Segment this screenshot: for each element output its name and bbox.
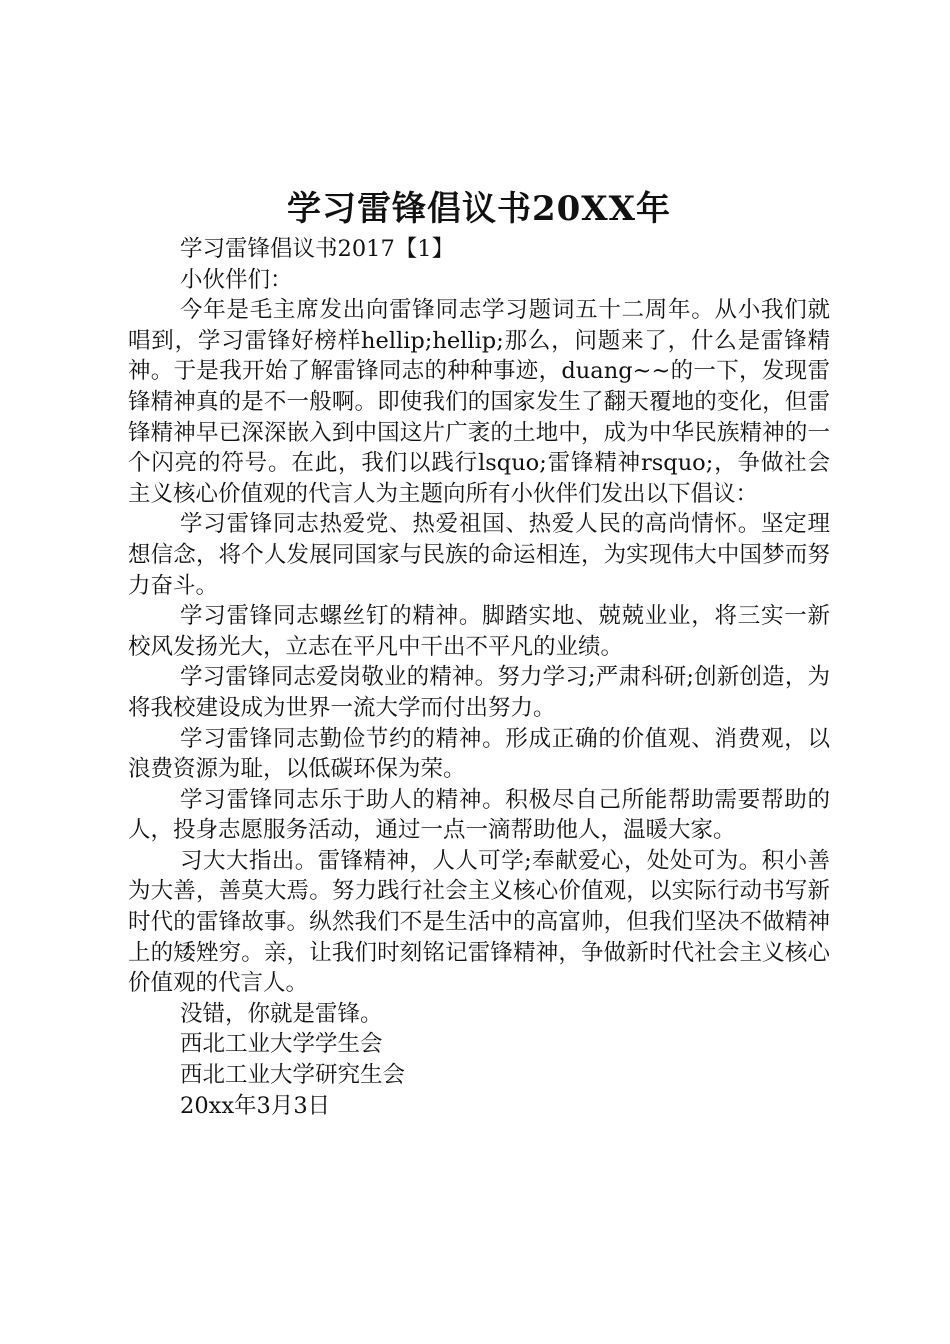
- paragraph-conclusion: 习大大指出。雷锋精神，人人可学;奉献爱心，处处可为。积小善为大善，善莫大焉。努力践行社会主义核心价值观，以实际行动书写新时代的雷锋故事。纵然我们不是生活中的高富帅，但我们坚决不做精神上的矮矬穷。亲，让我们时刻铭记雷锋精神，争做新时代社会主义核心价值观的代言人。: [128, 847, 830, 997]
- greeting: 小伙伴们：: [180, 266, 293, 293]
- paragraph-proposal-2: 学习雷锋同志螺丝钉的精神。脚踏实地、兢兢业业，将三实一新校风发扬光大，立志在平凡中干出不平凡的业绩。: [128, 603, 830, 660]
- signature-student-union: 西北工业大学学生会: [180, 1031, 383, 1058]
- document-date: 20xx年3月3日: [180, 1092, 331, 1119]
- paragraph-proposal-4: 学习雷锋同志勤俭节约的精神。形成正确的价值观、消费观，以浪费资源为耻，以低碳环保为荣。: [128, 725, 830, 783]
- signature-graduate-union: 西北工业大学研究生会: [180, 1062, 406, 1089]
- document-page: [128, 186, 830, 1121]
- closing-line: 没错，你就是雷锋。: [180, 1000, 383, 1027]
- paragraph-proposal-3: 学习雷锋同志爱岗敬业的精神。努力学习;严肃科研;创新创造，为将我校建设成为世界一流大学而付出努力。: [128, 664, 830, 721]
- paragraph-proposal-1: 学习雷锋同志热爱党、热爱祖国、热爱人民的高尚情怀。坚定理想信念，将个人发展同国家与民族的命运相连，为实现伟大中国梦而努力奋斗。: [128, 511, 830, 599]
- paragraph-proposal-5: 学习雷锋同志乐于助人的精神。积极尽自己所能帮助需要帮助的人，投身志愿服务活动，通过一点一滴帮助他人，温暖大家。: [128, 786, 830, 844]
- document-title: 学习雷锋倡议书20XX年: [286, 189, 672, 229]
- document-subtitle: 学习雷锋倡议书2017【1】: [180, 236, 455, 262]
- paragraph-intro: 今年是毛主席发出向雷锋同志学习题词五十二周年。从小我们就唱到，学习雷锋好榜样hellip;hellip;那么，问题来了，什么是雷锋精神。于是我开始了解雷锋同志的种种事迹，duang~~的一下，发现雷锋精神真的是不一般啊。即使我们的国家发生了翻天覆地的变化，但雷锋精神早已深深嵌入到中国这片广袤的土地中，成为中华民族精神的一个闪亮的符号。在此，我们以践行lsquo;雷锋精神rsquo;，争做社会主义核心价值观的代言人为主题向所有小伙伴们发出以下倡议：: [128, 297, 830, 507]
